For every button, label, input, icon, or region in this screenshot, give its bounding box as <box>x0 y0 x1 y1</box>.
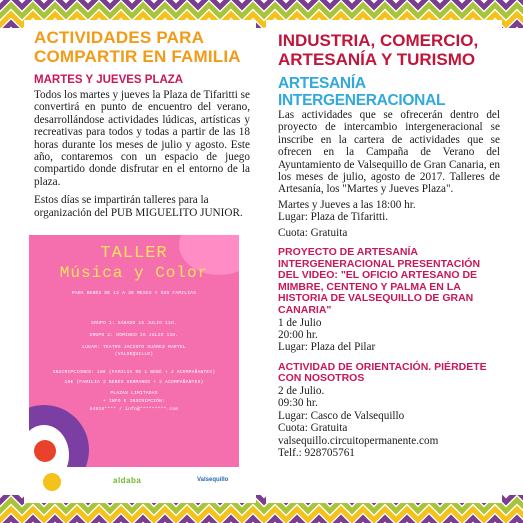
activity-fee: Cuota: Gratuita <box>278 422 348 435</box>
right-place: Lugar: Plaza de Tifaritti. <box>278 211 388 224</box>
activity-time: 09:30 hr. <box>278 397 318 410</box>
poster-blob-red <box>34 440 56 462</box>
activity-place: Lugar: Casco de Valsequillo <box>278 409 405 422</box>
right-title-line1: INDUSTRIA, COMERCIO, <box>278 31 479 50</box>
activity-web-link[interactable]: valsequillo.circuitopermanente.com <box>278 434 439 447</box>
poster-inscriptions-2: 15€ (FAMILIA 2 BEBÉS HERMANOS + 2 ACOMPAÑANTES) <box>64 380 204 385</box>
poster-group-2: GRUPO 2: DOMINGO 16 JULIO 11H. <box>89 333 179 338</box>
right-panel <box>266 20 502 503</box>
poster-info: + INFO E INSCRIPCIÓN: <box>102 399 166 404</box>
poster-title-1: TALLER <box>100 244 168 263</box>
poster-logo-mid: aldaba <box>113 476 142 485</box>
right-schedule: Martes y Jueves a las 18:00 hr. <box>278 198 416 211</box>
left-paragraph-2: Estos días se impartirán talleres para la organización del PUB MIGUELITO JUNIOR. <box>34 194 243 219</box>
activity-date: 2 de Julio. <box>278 385 325 398</box>
poster-contact: 64916**** / info@*********.com <box>89 407 179 412</box>
left-title-line2: COMPARTIR EN FAMILIA <box>34 47 241 66</box>
poster-title-2: Música y Color <box>59 264 209 282</box>
project-date: 1 de Julio <box>278 316 322 329</box>
left-title-line1: ACTIVIDADES PARA <box>34 28 205 47</box>
taller-poster <box>29 235 239 497</box>
right-title-line2: ARTESANÍA Y TURISMO <box>278 50 476 69</box>
project-title: PROYECTO DE ARTESANÍA INTERGENERACIONAL PRESENTACIÓN DEL VIDEO: "EL OFICIO ARTESANO DE MIMBRE, CENTENO Y PALMA EN LA HISTORIA DE VALSEQUILLO DE GRAN CANARIA" <box>278 246 481 317</box>
poster-places: PLAZAS LIMITADAS <box>110 391 158 396</box>
poster-logo-right: Valsequillo <box>197 477 229 483</box>
activity-title: ACTIVIDAD DE ORIENTACIÓN. PIÉRDETE CON NOSOTROS <box>278 360 487 385</box>
project-place: Lugar: Plaza del Pilar <box>278 341 376 354</box>
left-subtitle: MARTES Y JUEVES PLAZA <box>34 74 184 86</box>
activity-phone: Telf.: 928705761 <box>278 447 355 460</box>
poster-audience: PARA BEBÉS DE 12 A 36 MESES Y SUS FAMILIAS <box>71 291 197 296</box>
left-paragraph-1: Todos los martes y jueves la Plaza de Tifaritti se convertirá en punto de encuentro del verano, desarrollándose actividades lúdicas, artísticas y recreativas para todos y todas a partir de las 18 horas durante los meses de julio y agosto. Este año, contaremos con un espacio de juego compartido donde disfrutar en el entorno de la plaza. <box>34 89 250 188</box>
poster-logo-left-icon <box>43 473 61 491</box>
project-time: 20:00 hr. <box>278 329 318 342</box>
right-fee: Cuota: Gratuita <box>278 226 348 239</box>
poster-place-2: (VALSEQUILLO) <box>114 352 154 357</box>
right-paragraph-1: Las actividades que se ofrecerán dentro del proyecto de intercambio intergeneracional se inscribe en la cartera de actividades que se ofrecen en la Campaña de Verano del Ayuntamiento de Valsequillo de Gran Canaria, en los meses de julio, agosto de 2017. Talleres de Artesanía, los "Martes y Jueves Plaza". <box>278 109 500 196</box>
right-subtitle: ARTESANÍA INTERGENERACIONAL <box>278 75 446 109</box>
poster-inscriptions-1: INSCRIPCIONES: 10€ (FAMILIA DE 1 BEBÉ + 2 ACOMPAÑANTES) <box>52 370 216 375</box>
poster-footer <box>29 467 239 497</box>
poster-place-1: LUGAR: TEATRO JACINTO SUÁREZ MARTEL <box>82 345 186 350</box>
poster-group-1: GRUPO 1: SÁBADO 15 JULIO 11H. <box>91 321 177 326</box>
